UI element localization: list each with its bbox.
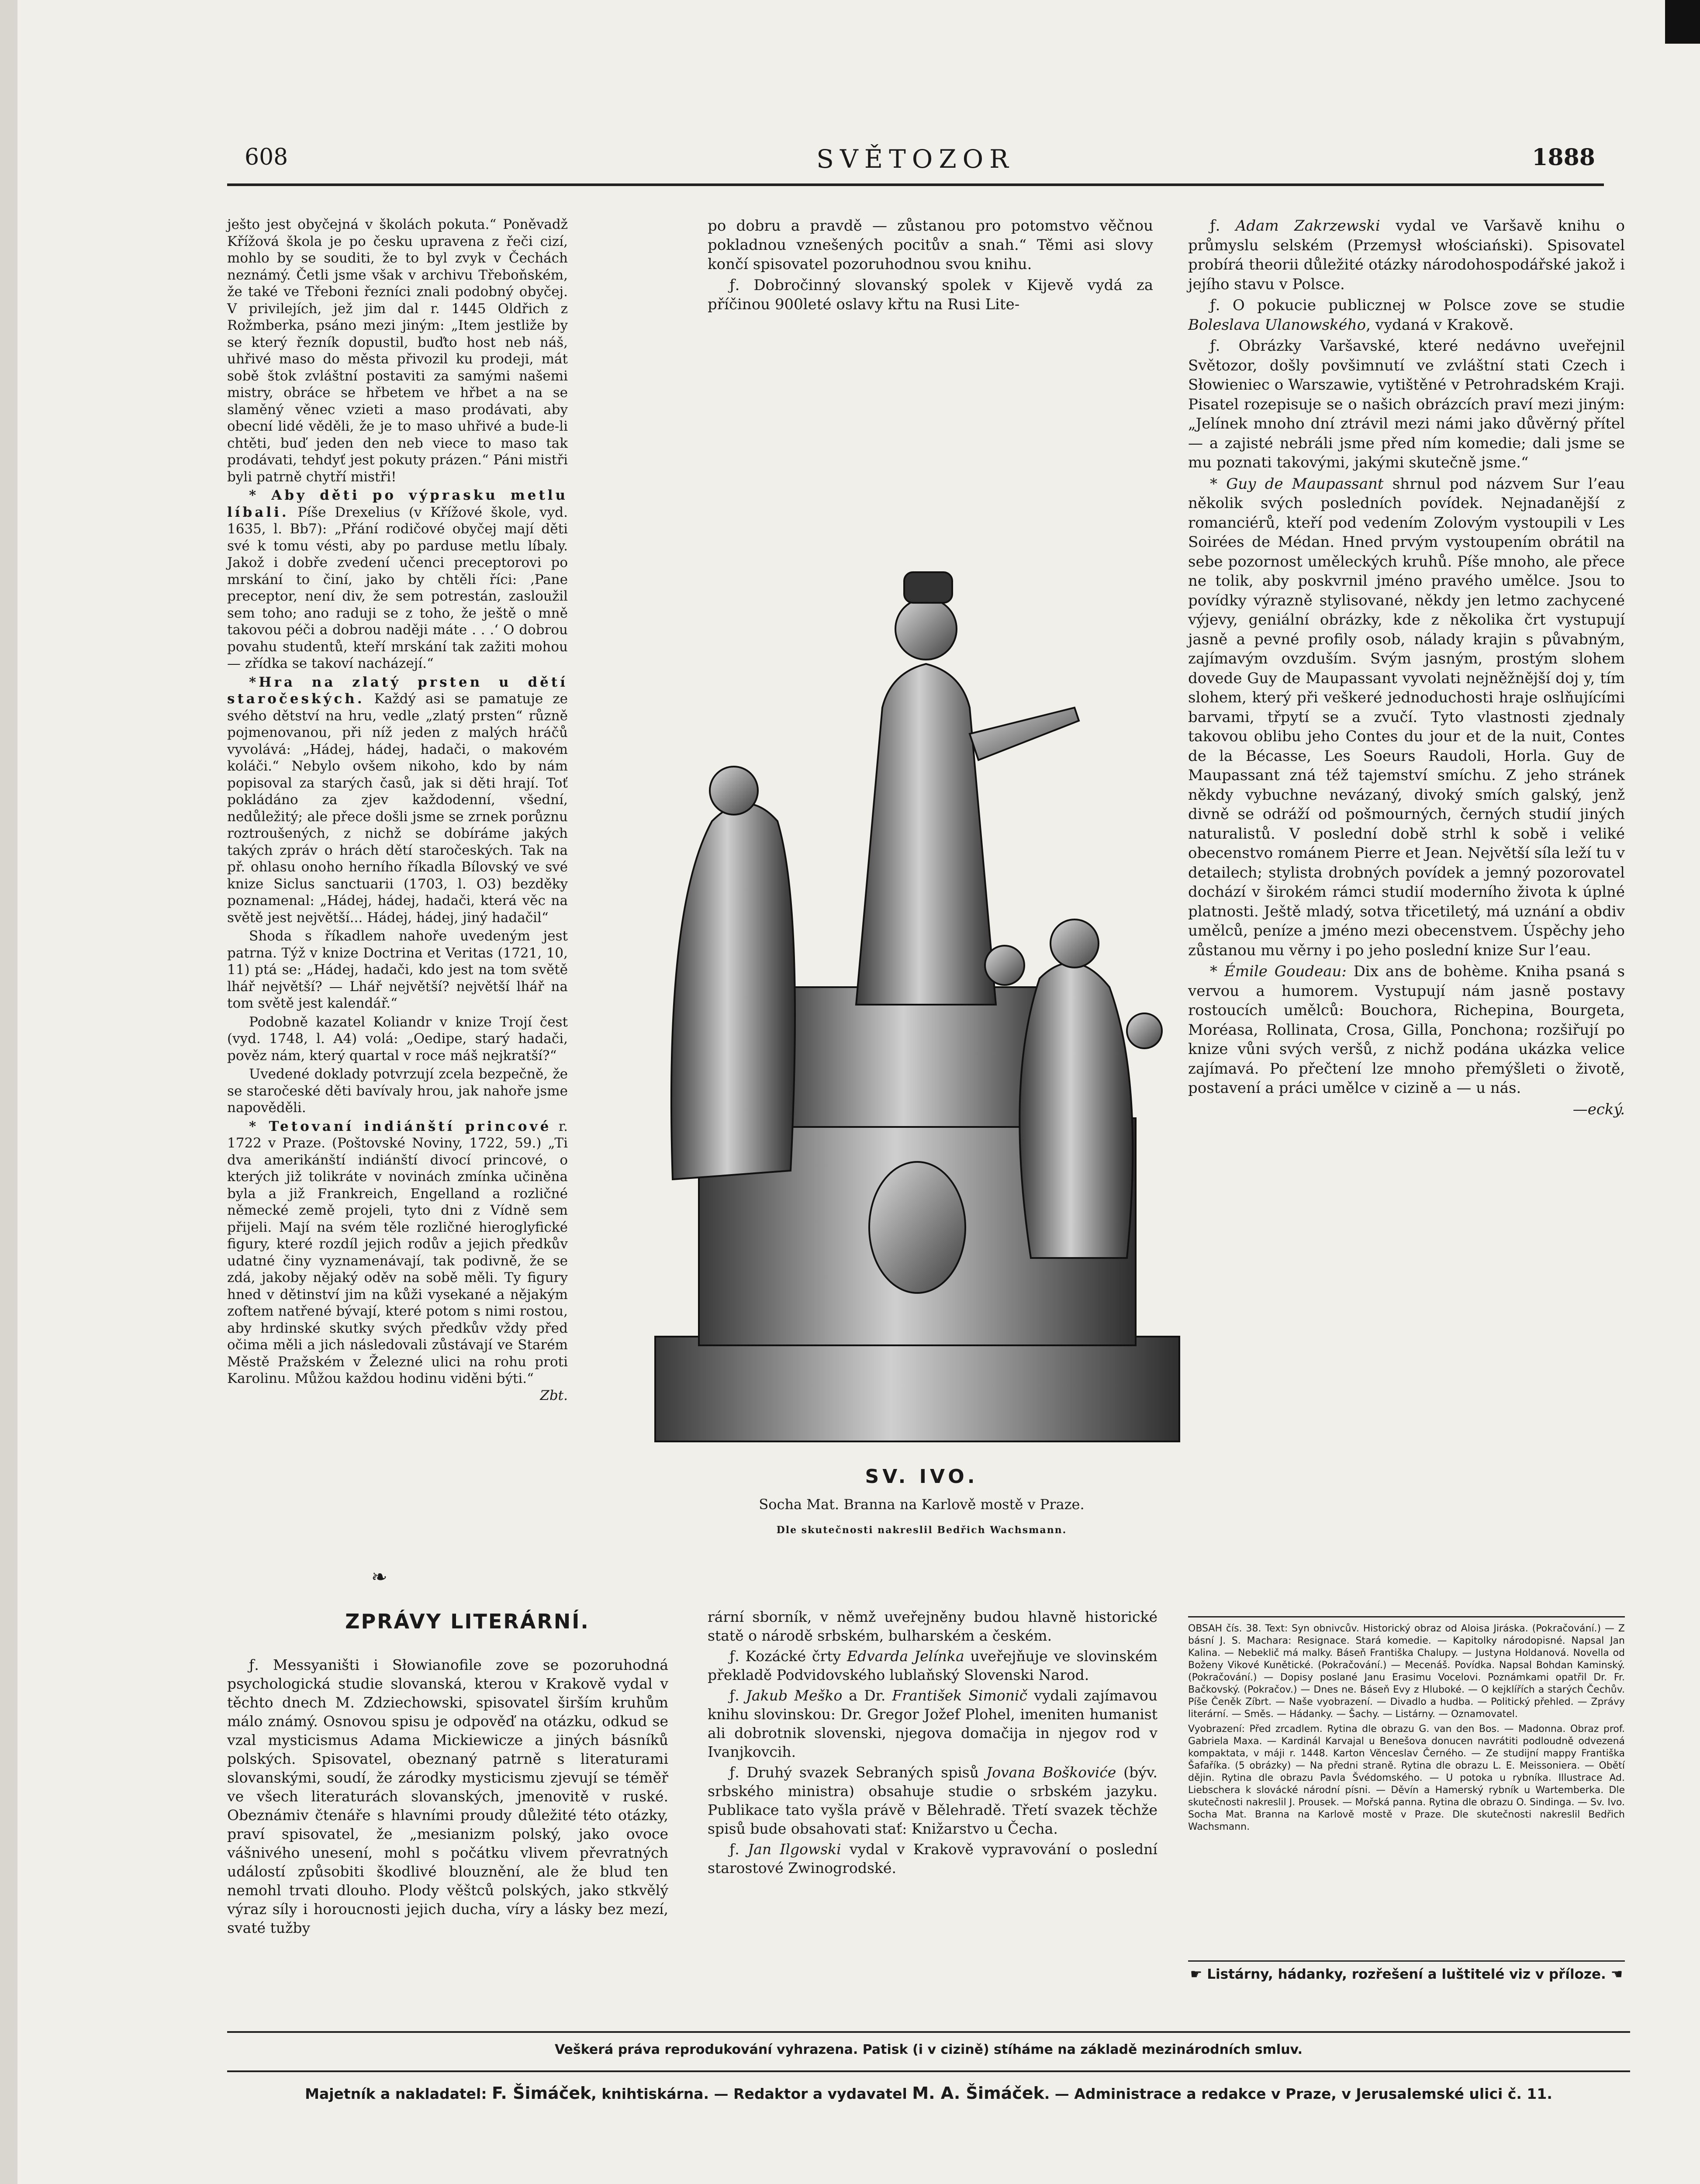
text: ƒ. bbox=[729, 1687, 746, 1704]
text: vydal ve Varšavě knihu o průmyslu selském (Przemysł włościański). Spisovatel probírá theorii důležité otázky národohospodářské jakož i jejího stavu v Polsce. bbox=[1188, 217, 1625, 293]
author-name: Émile Goudeau: bbox=[1224, 963, 1347, 980]
item-body: r. 1722 v Praze. (Poštovské Noviny, 1722, 59.) „Ti dva amerikánští indiánští divocí princové, o kterých již tolikráte v novinách zmínka učiněna byla a již Frankreich, Engelland a rozličné německé země projeli, tyto dni z Vídně sem přijeli. Mají na svém těle rozličné hieroglyfické figury, které rozdíl jejich rodův a jejich předkův udatné činy vyznamenávají, tak podivně, že se zdá, jakoby nějaký oděv na sobě měli. Ty figury hned v dětinství jim na kůži vysekané a nějakým zoftem natřené bývají, které potom s nimi rostou, aby hrdinské skutky svých předkův vždy před očima měli a jich následovali zůstávají ve Starém Městě Pražském v Železné ulici na rohu proti Karolinu. Můžou každou hodinu viděni býti.“ bbox=[227, 1118, 568, 1386]
text: a Dr. bbox=[842, 1687, 892, 1704]
justice-head bbox=[710, 767, 758, 815]
paragraph: po dobru a pravdě — zůstanou pro potomstvo věčnou pokladnou vznešených pocitův a snah.“ Těmi asi slovy končí spisovatel pozoruhodnou svou knihu. bbox=[708, 217, 1153, 273]
publisher-name: F. Šimáček bbox=[492, 2084, 591, 2103]
text: vydal v Krakově vypravování o poslední starostové Zwinogrodské. bbox=[708, 1841, 1158, 1876]
column-middle bbox=[708, 216, 1153, 316]
paragraph: rární sborník, v němž uveřejněny budou hlavně historické statě o národě srbském, bulharském a českém. bbox=[708, 1608, 1158, 1644]
saint-figure bbox=[856, 664, 996, 1005]
paragraph: ƒ. Messyaništi i Słowianofile zove se pozoruhodná psychologická studie slovanská, kterou v Krakově vydal v těchto dnech M. Zdziechowski, spisovatel širším kruhům málo známý. Osnovou spisu je odpověď na otázku, odkud se vzal mysticismus Adama Mickiewicze a jiných básníků polských. Spisovatel, obeznaný patrně s literaturami slovanskými, soudí, že zárodky mysticismu zjevují se téměř ve všech literaturách slovanských, jmenovitě v ruské. Obeznámiv čtenáře s hlavními proudy důležité této otázky, praví spisovatel, že „mesianizm polský, jako ovoce vášnivého unesení, mohl s počátku vlivem převratných událostí způsobiti škodlivé blouznění, ale že blud ten nemohl trvati dlouho. Plody věštců polských, jako stkvělý výraz síly i horoucnosti jejich ducha, víry a lásky bez mezí, svaté tužby bbox=[227, 1656, 668, 1936]
paragraph bbox=[1188, 962, 1625, 1098]
author-name: Guy de Maupassant bbox=[1226, 475, 1384, 493]
author-name: František Simonič bbox=[892, 1687, 1028, 1704]
text: ƒ. bbox=[729, 1841, 748, 1858]
paragraph bbox=[227, 674, 568, 926]
paragraph bbox=[708, 1840, 1158, 1877]
statue-illustration bbox=[646, 428, 1188, 1450]
item-heading: * Tetovaní indiánští princové bbox=[249, 1118, 552, 1134]
text: , knihtiskárna. — Redaktor a vydavatel bbox=[591, 2085, 912, 2102]
paragraph: ƒ. Obrázky Varšavské, které nedávno uveřejnil Světozor, došly povšimnutí ve zvláštní stati Czech i Słowieniec o Warszawie, vytištěné v Petrohradském Kraji. Pisatel rozepisuje se o našich obrázcích praví mezi jiným: „Jelínek mnoho dní ztrávil mezi námi jako důvěrný přítel — a zajisté nebráli jsme před ním komedie; dali jsme se mu poznati takovými, jakými skutečně jsme.“ bbox=[1188, 337, 1625, 471]
item-heading: *Hra na zlatý prsten u dětí staročeských. bbox=[227, 674, 568, 707]
contents-text: OBSAH čís. 38. Text: Syn obnivcův. Historický obraz od Aloisa Jiráska. (Pokračování.) — Z básní J. S. Machara: Resignace. Stará komedie. — Kapitolky národopisné. Napsal Jan Kalina. — Nebeklič má malky. Báseň Františka Chalupy. — Justyna Holdanová. Novella od Boženy Vikové Kunětické. (Pokračování.) — Mecenáš. Povídka. Napsal Bohdan Kaminský. (Pokračování.) — Dopisy poslané Janu Erasimu Vocelovi. Poznámkami opatřil Dr. Fr. Bačkovský. (Pokračov.) — Dnes ne. Báseň Evy z Hluboké. — O kejklířích a starých Čechův. Píše Čeněk Zíbrt. — Naše vyobrazení. — Divadlo a hudba. — Politický přehled. — Zprávy literární. — Směs. — Hádanky. — Šachy. — Listárny. — Oznamovatel. bbox=[1188, 1623, 1625, 1720]
page-number: 608 bbox=[245, 144, 288, 170]
supplement-notice: ☛ Listárny, hádanky, rozřešení a luštitelé viz v příloze. ☚ bbox=[1190, 1966, 1623, 1982]
text: ƒ. bbox=[1210, 217, 1236, 235]
item-body: Píše Drexelius (v Křížové škole, vyd. 1635, l. Bb7): „Přání rodičové obyčej mají děti své k tomu vésti, aby po parduse metlu líbaly. Jakož i dobře zvedení učenci preceptorovi po mrskání to činí, jako by chtěli říci: ‚Pane preceptor, není div, že sem potrestán, zasloužil sem toho; ano raduji se z toho, že ještě o mně takovou péči a dobrou naději máte . . .‘ O dobrou povahu studentů, kteří mrskání tak zažiti mohou — zřídka se takoví nacházejí.“ bbox=[227, 504, 568, 671]
editor-name: M. A. Šimáček bbox=[912, 2084, 1044, 2103]
paragraph bbox=[1188, 216, 1625, 294]
text: shrnul pod názvem Sur l’eau několik svých posledních povídek. Nejnadanější z romanciérů, kteří pod vedením Zolovým vystoupili v Les Soirées de Médan. Hned prvým vystoupením obrátil na sebe pozornost uměleckých kruhů. Píše mnoho, ale přece ne tolik, aby poskvrnil jméno pravého umělce. Jsou to povídky výrazně stylisované, někdy jen letmo zachycené výjevy, geniální obrázky, kde z několika črt vystupují jasně a pevné profily osob, nálady krajin s půvabným, zajímavým ovzduším. Svým jasným, prostým slohem dovede Guy de Maupassant vyvolati nejněžnější doj y, tím slohem, který při veškeré jednoduchosti hraje oslňujícími barvami, třpytí se a zvučí. Tyto vlastnosti zjednaly takovou oblibu jeho Contes du jour et de la nuit, Contes de la Bécasse, Les Soeurs Raudoli, Horla. Guy de Maupassant zná též tajemství smíchu. Z jeho stránek někdy vybuchne nevázaný, divoký smích galský, jenž divně se odráží od pošmourných, černých studií jiných naturalistů. V poslední době strhl k sobě i veliké obecenstvo románem Pierre et Jean. Největší síla leží tu v detailech; stylista drobných povídek a jemný pozorovatel dochází v širokém rámci studií moderního života k úplné platnosti. Ještě mladý, sotva třicetiletý, má uznání a obdiv umělců, peníze a jméno mezi obecenstvem. Úspěchy jeho zůstanou mu věrny i po jeho poslední knize Sur l’eau. bbox=[1188, 475, 1625, 959]
journal-title: SVĚTOZOR bbox=[816, 144, 1015, 174]
author-name: Adam Zakrzewski bbox=[1235, 217, 1380, 235]
paragraph: Shoda s říkadlem nahoře uvedeným jest patrna. Týž v knize Doctrina et Veritas (1721, 10, 11) ptá se: „Hádej, hadači, kdo jest na tom světě lhář největší? — Lhář největší? největší lhář na tom světě jest kalendář.“ bbox=[227, 928, 568, 1011]
child-head bbox=[1127, 1013, 1162, 1048]
literary-column-left bbox=[227, 1655, 668, 1939]
scan-edge-left bbox=[0, 0, 17, 2184]
section-title-literary: ZPRÁVY LITERÁRNÍ. bbox=[345, 1610, 590, 1633]
widow-figure bbox=[1019, 963, 1133, 1258]
footer-divider bbox=[227, 2031, 1630, 2033]
text: vydali zajímavou knihu slovinskou: Dr. Gregor Jožef Plohel, imeniten humanist ali dobrotnik slovenski, njegova domačija in njegov rod v Ivanjkovcih. bbox=[708, 1687, 1158, 1760]
divider bbox=[1188, 1960, 1625, 1962]
text: (býv. srbského ministra) obsahuje studie o srbském jazyku. Publikace tato vyšla právě v Bělehradě. Třetí svazek těchže spisů bude obsahovati stať: Knižarstvo u Čecha. bbox=[708, 1764, 1158, 1837]
saint-arm bbox=[970, 708, 1079, 760]
saint-head bbox=[895, 598, 957, 660]
literary-column-middle bbox=[708, 1607, 1158, 1879]
author-name: Jan Ilgowski bbox=[747, 1841, 841, 1858]
paragraph bbox=[708, 1647, 1158, 1684]
paragraph: Podobně kazatel Koliandr v knize Trojí čest (vyd. 1748, l. A4) volá: „Oedipe, starý hadači, pověz nám, který quartal v roce máš nejkratší?“ bbox=[227, 1014, 568, 1064]
paragraph bbox=[708, 1763, 1158, 1838]
text: ƒ. O pokucie publicznej w Polsce zove se studie bbox=[1210, 297, 1625, 314]
year: 1888 bbox=[1532, 144, 1595, 171]
text: * bbox=[1210, 475, 1227, 493]
illustrations-list: Vyobrazení: Před zrcadlem. Rytina dle obrazu G. van den Bos. — Madonna. Obraz prof. Gabriela Maxa. — Kardinál Karvajal u Benešova donucen navrátiti podloudně odvezená kompaktata, v máji r. 1448. Karton Věnceslav Černého. — Ze studijní mappy Františka Šafaříka. (5 obrázky) — Na předni straně. Rytina dle obrazu L. E. Meissoniera. — Obětí dějin. Rytina dle obrazu Pavla Švédomského. — U potoka u rybníka. Illustrace Ad. Liebschera k slovácké národní písni. — Děvín a Hamerský rybník u Wartemberka. Dle skutečnosti nakreslil J. Prousek. — Mořská panna. Rytina dle obrazu O. Sindinga. — Sv. Ivo. Socha Mat. Branna na Karlově mostě v Praze. Dle skutečnosti nakreslil Bedřich Wachsmann. bbox=[1188, 1724, 1625, 1832]
pedestal-upper bbox=[777, 987, 1057, 1127]
author-name: Boleslava Ulanowského bbox=[1188, 316, 1366, 334]
paragraph: Uvedené doklady potvrzují zcela bezpečně, že se staročeské děti bavívaly hrou, jak nahoře jsme napověděli. bbox=[227, 1066, 568, 1116]
text: uveřejňuje ve slovinském překladě Podvidovského lublaňský Slovenski Narod. bbox=[708, 1648, 1158, 1683]
column-left bbox=[227, 216, 568, 1404]
imprint bbox=[227, 2084, 1630, 2103]
item-body: Každý asi se pamatuje ze svého dětství na hru, vedle „zlatý prsten“ různě pojmenovanou, při níž jeden z malých hráčů vyvolává: „Hádej, hádej, hadači, o makovém koláči.“ Nebylo ovšem nikoho, kdo by nám popisoval za starých časů, jak si děti hrají. Toť pokládáno za zjev každodenní, všední, nedůležitý; ale přece došli jsme se zrnek porůznu roztroušených, z nichž se dobíráme jakých takých zpráv o hrách dětí staročeských. Tak na př. ohlasu onoho herního říkadla Bílovský ve své knize Siclus sanctuarii (1703, l. O3) bezděky poznamenal: „Hádej, hádej, hadači, která věc na světě jest největší... Hádej, hádej, jiný hadačil“ bbox=[227, 691, 568, 926]
figure-credit: Dle skutečnosti nakreslil Bedřich Wachsmann. bbox=[776, 1524, 1067, 1536]
paragraph: ƒ. Dobročinný slovanský spolek v Kijevě vydá za příčinou 900leté oslavy křtu na Rusi Lite- bbox=[708, 276, 1153, 313]
figure-title: SV. IVO. bbox=[865, 1465, 978, 1488]
paragraph: ješto jest obyčejná v školách pokuta.“ Poněvadž Křížová škola je po česku upravena z řeči cizí, mohlo by se souditi, že to byl zvyk v Čechách neznámý. Četli jsme však v archivu Třeboňském, že také ve Třeboni řezníci znali podobný obyčej. V privilejích, jež jim dal r. 1445 Oldřich z Rožmberka, psáno mezi jiným: „Item jestliže by se který řezník dopustil, buďto host neb náš, uhřivé maso do města přivozil ku prodeji, mát sobě štok zvláštní postaviti za samými našemi mistry, obráce se hřbetem ve hřbet a na se slaměný věnec vzieti a maso prodávati, aby obecní lidé věděli, že je to maso uhřivé a bude-li chtěti, buď jeden den neb viece to maso tak prodávati, tehdyť jest pokuty prázen.“ Páni mistři byli patrně chytří mistři! bbox=[227, 217, 568, 485]
text: . — Administrace a redakce v Praze, v Jerusalemské ulici č. 11. bbox=[1044, 2085, 1552, 2102]
paragraph bbox=[227, 487, 568, 672]
orphan-head bbox=[985, 946, 1024, 985]
text: ƒ. Kozácké črty bbox=[729, 1648, 847, 1665]
text: , vydaná v Krakově. bbox=[1366, 316, 1514, 334]
figure-caption: Socha Mat. Branna na Karlově mostě v Praze. bbox=[759, 1496, 1085, 1513]
item-heading: * Aby děti po výprasku metlu líbali. bbox=[227, 487, 568, 520]
footer-divider bbox=[227, 2070, 1630, 2072]
text: * bbox=[1210, 963, 1224, 980]
paragraph bbox=[708, 1686, 1158, 1761]
scan-edge-corner bbox=[1665, 0, 1700, 44]
author-name: Jakub Meško bbox=[746, 1687, 843, 1704]
ornament-icon: ❧ bbox=[371, 1566, 387, 1588]
divider bbox=[1188, 1616, 1625, 1617]
author-name: Edvarda Jelínka bbox=[847, 1648, 964, 1665]
author-name: Jovana Boškoviće bbox=[986, 1764, 1116, 1781]
signature: —ecký. bbox=[1572, 1100, 1625, 1118]
paragraph bbox=[227, 1118, 568, 1403]
text: Dix ans de bohème. Kniha psaná s vervou a humorem. Vystupují nám jasně postavy rostoucích umělců: Bouchora, Richepina, Bourgeta, Moréasa, Rollinata, Crosa, Gilla, Ponchona; rozšiřují po knize vůni svých veršů, z nichž podána ukázka velice zajímavá. Po přečtení lze mnoho přemýšleti o životě, postavení a práci umělce v cizině a — u nás. bbox=[1188, 963, 1625, 1097]
table-of-contents bbox=[1188, 1623, 1625, 1836]
column-right bbox=[1188, 216, 1625, 1121]
page-header bbox=[227, 131, 1604, 186]
paragraph bbox=[1188, 296, 1625, 335]
signature: Zbt. bbox=[540, 1387, 568, 1403]
relief-medallion bbox=[869, 1162, 965, 1293]
justice-figure bbox=[671, 804, 795, 1179]
rights-notice: Veškerá práva reprodukování vyhrazena. Patisk (i v cizině) stíháme na základě mezinárodních smluv. bbox=[554, 2042, 1303, 2057]
paragraph bbox=[1188, 474, 1625, 961]
saint-biretta bbox=[904, 572, 952, 603]
text: ƒ. Druhý svazek Sebraných spisů bbox=[729, 1764, 986, 1781]
widow-head bbox=[1050, 919, 1099, 968]
pedestal-base bbox=[655, 1337, 1179, 1441]
text: Majetník a nakladatel: bbox=[305, 2085, 492, 2102]
